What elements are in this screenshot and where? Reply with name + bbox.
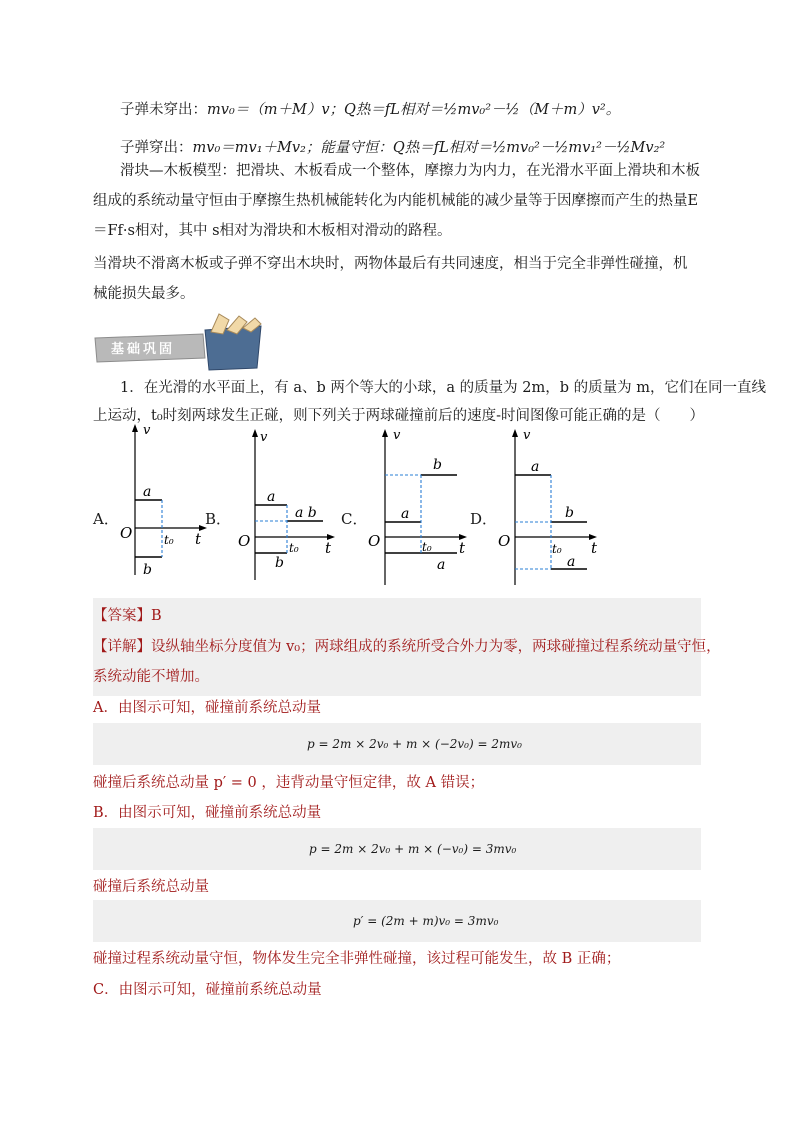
graph-d-v-label: v xyxy=(523,428,531,443)
graph-c-t0: t₀ xyxy=(422,540,432,554)
graph-b-b-label: b xyxy=(275,555,284,571)
detail-text-1: 设纵轴坐标分度值为 v₀；两球组成的系统所受合外力为零，两球碰撞过程系统动量守恒， xyxy=(151,639,721,655)
graph-b-ab-label: a b xyxy=(295,505,317,521)
option-c-label[interactable]: C． xyxy=(341,510,368,528)
graph-b[interactable] xyxy=(235,425,340,585)
question-text-1: 在光滑的水平面上，有 a、b 两个等大的小球，a 的质量为 2m，b 的质量为 m，它们在同一直线 xyxy=(143,380,766,396)
graph-a-a-label: a xyxy=(143,484,152,500)
graph-a-t0: t₀ xyxy=(164,533,174,547)
option-a-analysis-head: A．由图示可知，碰撞前系统总动量 xyxy=(93,700,321,716)
theory-slider-paragraph: 滑块—木板模型：把滑块、木板看成一个整体，摩擦力为内力，在光滑水平面上滑块和木板组成的系统动量守恒由于摩擦生热机械能转化为内能机械能的减少量等于因摩擦而产生的热量E＝Ff·s相对，其中 s相对为滑块和木板相对滑动的路程。 xyxy=(93,163,700,239)
detail-line-1 xyxy=(93,637,721,657)
graph-d-v-arrow xyxy=(512,429,518,437)
eq-b: p = 2m × 2v₀ + m × (−v₀) = 3mv₀ xyxy=(309,842,517,856)
option-d-label[interactable]: D． xyxy=(470,510,498,528)
graph-d-b-label-after: b xyxy=(565,505,574,521)
theory-not-through xyxy=(120,100,620,120)
option-a-analysis-after: 碰撞后系统总动量 p′ = 0 ，违背动量守恒定律，故 A 错误； xyxy=(93,775,485,791)
graph-b-v-label: v xyxy=(260,430,268,445)
section-banner xyxy=(93,312,268,372)
graph-a-b-label: b xyxy=(143,562,152,578)
answer-value: B xyxy=(151,608,162,624)
graph-d-a-label-before: a xyxy=(531,459,540,475)
graph-c[interactable] xyxy=(365,425,473,590)
answer-label: 【答案】 xyxy=(93,608,151,624)
graph-c-a-label-after: a xyxy=(437,557,446,573)
option-b-conclusion: 碰撞过程系统动量守恒，物体发生完全非弹性碰撞，该过程可能发生，故 B 正确； xyxy=(93,951,621,967)
option-a-label[interactable]: A． xyxy=(93,510,119,528)
graph-b-v-arrow xyxy=(252,429,258,437)
graph-c-origin: O xyxy=(368,532,381,550)
graph-c-v-label: v xyxy=(393,428,401,443)
graph-d-origin: O xyxy=(498,532,511,550)
option-c-analysis-head: C．由图示可知，碰撞前系统总动量 xyxy=(93,982,322,998)
question-line-1 xyxy=(120,378,766,398)
graph-d-a-label-after: a xyxy=(567,554,576,570)
theory-not-through-formula: mv₀＝（m＋M）v；Q热＝fL相对＝½mv₀²－½（M＋m）v²。 xyxy=(207,102,621,118)
graph-d-t-label: t xyxy=(591,539,598,557)
option-b-after-head: 碰撞后系统总动量 xyxy=(93,879,209,895)
graph-c-b-label-after: b xyxy=(433,457,442,473)
eq-b2: p′ = (2m + m)v₀ = 3mv₀ xyxy=(353,914,499,928)
graph-d[interactable] xyxy=(495,425,605,590)
theory-through-prefix: 子弹穿出： xyxy=(120,140,193,156)
detail-label: 【详解】 xyxy=(93,639,151,655)
theory-through xyxy=(120,138,665,158)
theory-common-velocity-paragraph: 当滑块不滑离木板或子弹不穿出木块时，两物体最后有共同速度，相当于完全非弹性碰撞，机械能损失最多。 xyxy=(93,256,688,302)
graph-b-t-label: t xyxy=(325,539,332,557)
eq-a: p = 2m × 2v₀ + m × (−2v₀) = 2mv₀ xyxy=(307,737,522,751)
graph-b-t0: t₀ xyxy=(289,541,299,555)
graph-a-origin: O xyxy=(120,524,133,542)
answer-line xyxy=(93,606,162,626)
graph-b-origin: O xyxy=(238,532,251,550)
graph-a[interactable] xyxy=(115,420,210,580)
question-number: 1． xyxy=(120,380,144,396)
theory-through-formula: mv₀＝mv₁＋Mv₂；能量守恒：Q热＝fL相对＝½mv₀²－½mv₁²－½Mv₂² xyxy=(192,140,666,156)
graph-d-t0: t₀ xyxy=(552,542,562,556)
graph-a-t-label: t xyxy=(195,530,202,548)
graph-a-v-label: v xyxy=(143,423,151,438)
theory-not-through-prefix: 子弹未穿出： xyxy=(120,102,207,118)
option-b-analysis-head: B．由图示可知，碰撞前系统总动量 xyxy=(93,805,322,821)
question-line-2: 上运动，t₀时刻两球发生正碰，则下列关于两球碰撞前后的速度-时间图像可能正确的是（ ） xyxy=(93,408,705,424)
detail-line-2: 系统动能不增加。 xyxy=(93,669,209,685)
graph-c-a-label-before: a xyxy=(401,506,410,522)
graph-c-v-arrow xyxy=(382,429,388,437)
banner-title: 基础巩固 xyxy=(111,342,176,357)
graph-a-v-arrow xyxy=(132,424,138,432)
graph-b-a-label: a xyxy=(267,489,276,505)
graph-c-t-label: t xyxy=(459,539,466,557)
option-b-label[interactable]: B． xyxy=(205,510,232,528)
